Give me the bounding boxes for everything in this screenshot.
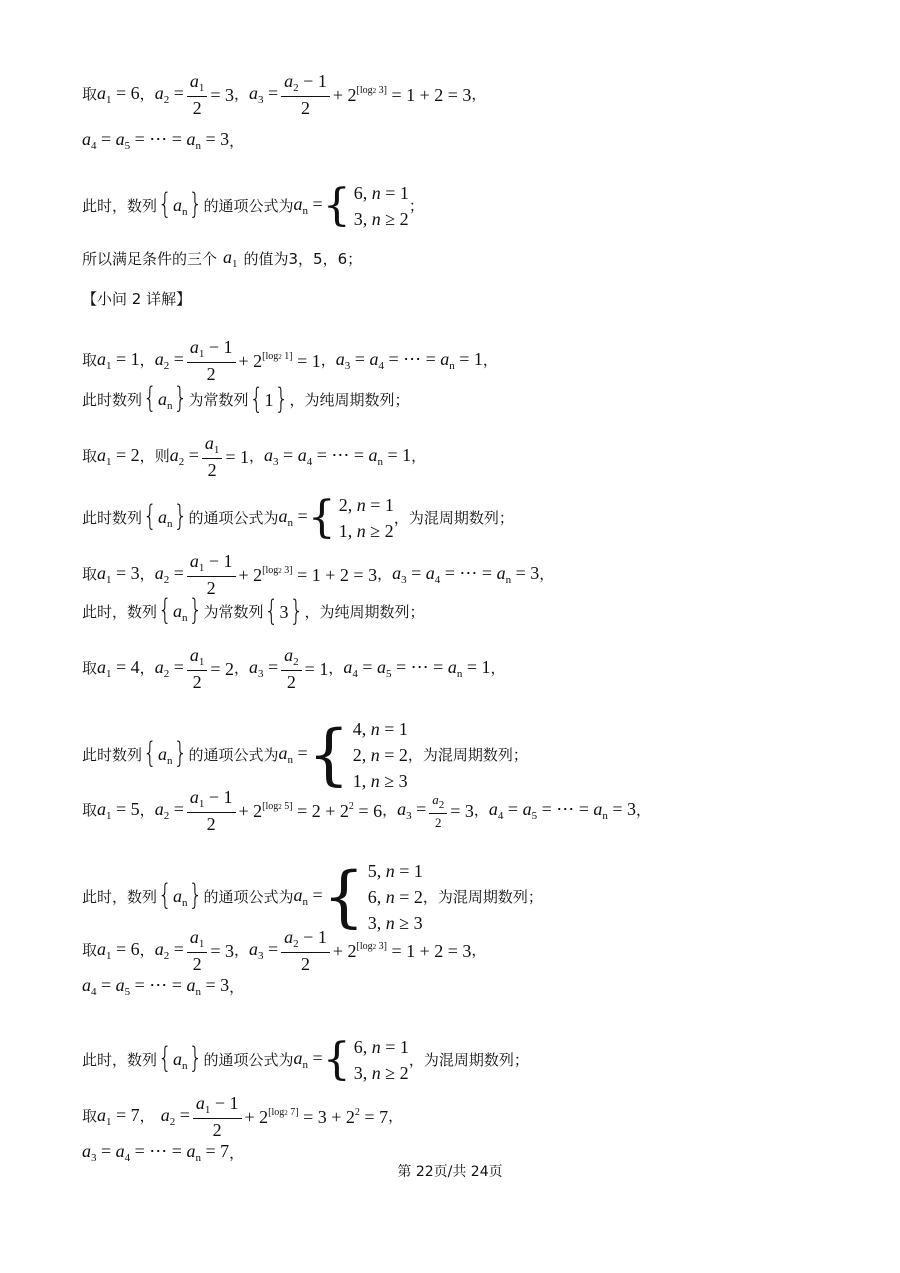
line-a4-a5-an-3: $a_4 = a_5$ = ⋯ = $a_n = 3$ ，	[82, 129, 245, 152]
line-conclusion: 所以满足条件的三个 $a_1$ 的值为3，5，6；	[82, 247, 363, 270]
line-a3-a4-an-7: $a_3 = a_4$ = ⋯ = $a_n = 7$ ，	[82, 1141, 245, 1164]
line-a1-3-calc: 取 $a_1 = 3$ ， $a_2$ = $\frac{a_1 - 1}{2}$ + 2[log2 3] = 1 + 2 = 3 ， $a_3 = a_4$ = ⋯ = $a_n = 3$ ，	[82, 551, 555, 598]
line-formula-4-2-1: 此时数列 $\{a_n\}$ 的通项公式为 $a_n$ = { 4, n = 1 2, n = 2 1, n ≥ 3 ，为混周期数列；	[82, 716, 528, 793]
line-const-seq-1: 此时数列 $\{a_n\}$ 为常数列 {1} ，为纯周期数列；	[82, 382, 410, 416]
line-formula-2-1: 此时数列 $\{a_n\}$ 的通项公式为 $a_n$ = { 2, n = 1 1, n ≥ 2 ，为混周期数列；	[82, 492, 514, 543]
line-a1-2-calc: 取 $a_1 = 2$ ， 则 $a_2$ = $\frac{a_1}{2}$ = 1 ， $a_3 = a_4$ = ⋯ = $a_n = 1$ ，	[82, 433, 427, 480]
line-a1-1-calc: 取 $a_1 = 1$ ， $a_2$ = $\frac{a_1 - 1}{2}$ + 2[log2 1] = 1 ， $a_3 = a_4$ = ⋯ = $a_n = 1$ ，	[82, 337, 498, 384]
line-formula-6-3: 此时，数列 $\{a_n\}$ 的通项公式为 $a_n$ = { 6, n = 1 3, n ≥ 2 ；	[82, 180, 424, 231]
subquestion-2-heading: 【小问 2 详解】	[82, 290, 192, 308]
line-a4-a5-an-3-2: $a_4 = a_5$ = ⋯ = $a_n = 3$ ，	[82, 975, 245, 998]
line-const-seq-3: 此时，数列 $\{a_n\}$ 为常数列 {3} ，为纯周期数列；	[82, 594, 425, 628]
line-a1-5-calc: 取 $a_1 = 5$ ， $a_2$ = $\frac{a_1 - 1}{2}$ + $2[\log 2 5] = 2 + 2^2 = 6$ ， $a_3$ = $\frac{a_2}{2}$ = 3 ， $a_4 = a_5$ = ⋯ = $a_n = 3$ ，	[82, 787, 652, 834]
line-formula-5-6-3: 此时，数列 $\{a_n\}$ 的通项公式为 $a_n$ = { 5, n = 1 6, n = 2 3, n ≥ 3 ，为混周期数列；	[82, 858, 543, 935]
line-a1-4-calc: 取 $a_1 = 4$ ， $a_2$ = $\frac{a_1}{2}$ = 2 ， $a_3$ = $\frac{a_2}{2}$ = 1 ， $a_4 = a_5$ = ⋯ = $a_n = 1$ ，	[82, 645, 506, 692]
line-a1-6-calc-2: 取 $a_1 = 6$ ， $a_2$ = $\frac{a_1}{2}$ = 3 ， $a_3$ = $\frac{a_2 - 1}{2}$ + 2[log2 3] = 1 + 2 = 3 ，	[82, 927, 487, 974]
page-footer: 第 22页/共 24页	[397, 1164, 503, 1180]
line-a1-7-calc: 取 $a_1 = 7$ ， $a_2$ = $\frac{a_1 - 1}{2}$ + $2[\log 2 7] = 3 + 2^2 = 7$ ，	[82, 1093, 404, 1140]
line-formula-6-3-2: 此时，数列 $\{a_n\}$ 的通项公式为 $a_n$ = { 6, n = 1 3, n ≥ 2 ，为混周期数列；	[82, 1034, 529, 1085]
line-a1-6-calc: 取 $a_1 = 6$ ， $a_2$ = $\frac{a_1}{2}$ = 3 ， $a_3$ = $\frac{a_2 - 1}{2}$ + 2[log2 3] = 1 + 2 = 3 ，	[82, 71, 487, 118]
